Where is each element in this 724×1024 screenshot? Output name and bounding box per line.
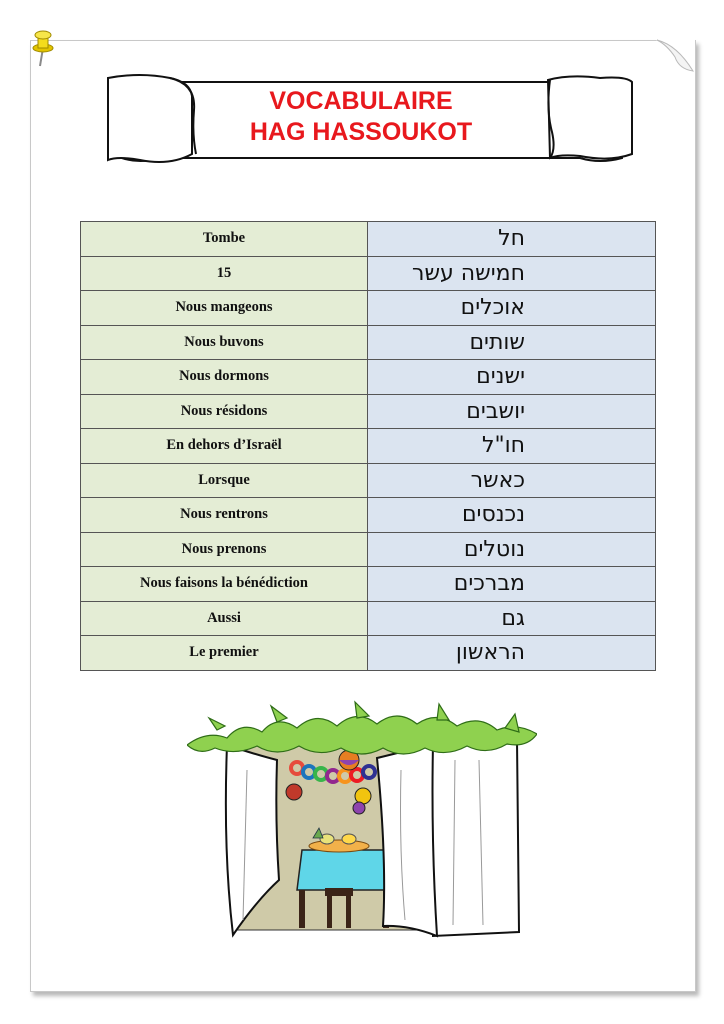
french-word: Nous rentrons <box>81 498 368 533</box>
table-row <box>81 394 656 429</box>
sukkah-illustration <box>187 700 537 940</box>
french-word: 15 <box>81 256 368 291</box>
table-row <box>81 291 656 326</box>
vocabulary-table <box>80 221 656 671</box>
page-title <box>190 86 532 148</box>
hebrew-word: יושבים <box>368 394 656 429</box>
hebrew-word: גם <box>368 601 656 636</box>
hebrew-word: חו"ל <box>368 429 656 464</box>
french-word: Nous dormons <box>81 360 368 395</box>
french-word: Aussi <box>81 601 368 636</box>
page-curl-icon <box>655 39 695 73</box>
title-line-1: VOCABULAIRE <box>269 87 453 115</box>
hebrew-word: חמישה עשר <box>368 256 656 291</box>
table-row <box>81 532 656 567</box>
french-word: Nous mangeons <box>81 291 368 326</box>
table-row <box>81 498 656 533</box>
table-row <box>81 325 656 360</box>
title-line-2: HAG HASSOUKOT <box>249 118 473 146</box>
table-row <box>81 636 656 671</box>
hebrew-word: כאשר <box>368 463 656 498</box>
table-row <box>81 256 656 291</box>
hebrew-word: ישנים <box>368 360 656 395</box>
hebrew-word: נוטלים <box>368 532 656 567</box>
french-word: Nous faisons la bénédiction <box>81 567 368 602</box>
french-word: Lorsque <box>81 463 368 498</box>
table-row <box>81 463 656 498</box>
french-word: Nous buvons <box>81 325 368 360</box>
table-row <box>81 601 656 636</box>
table-row <box>81 360 656 395</box>
hebrew-word: אוכלים <box>368 291 656 326</box>
french-word: En dehors d’Israël <box>81 429 368 464</box>
hebrew-word: שותים <box>368 325 656 360</box>
push-pin-icon <box>28 26 58 68</box>
table-row <box>81 429 656 464</box>
table-row <box>81 567 656 602</box>
hebrew-word: מברכים <box>368 567 656 602</box>
french-word: Nous résidons <box>81 394 368 429</box>
table-row <box>81 222 656 257</box>
hebrew-word: חל <box>368 222 656 257</box>
french-word: Tombe <box>81 222 368 257</box>
hebrew-word: הראשון <box>368 636 656 671</box>
french-word: Nous prenons <box>81 532 368 567</box>
french-word: Le premier <box>81 636 368 671</box>
hebrew-word: נכנסים <box>368 498 656 533</box>
